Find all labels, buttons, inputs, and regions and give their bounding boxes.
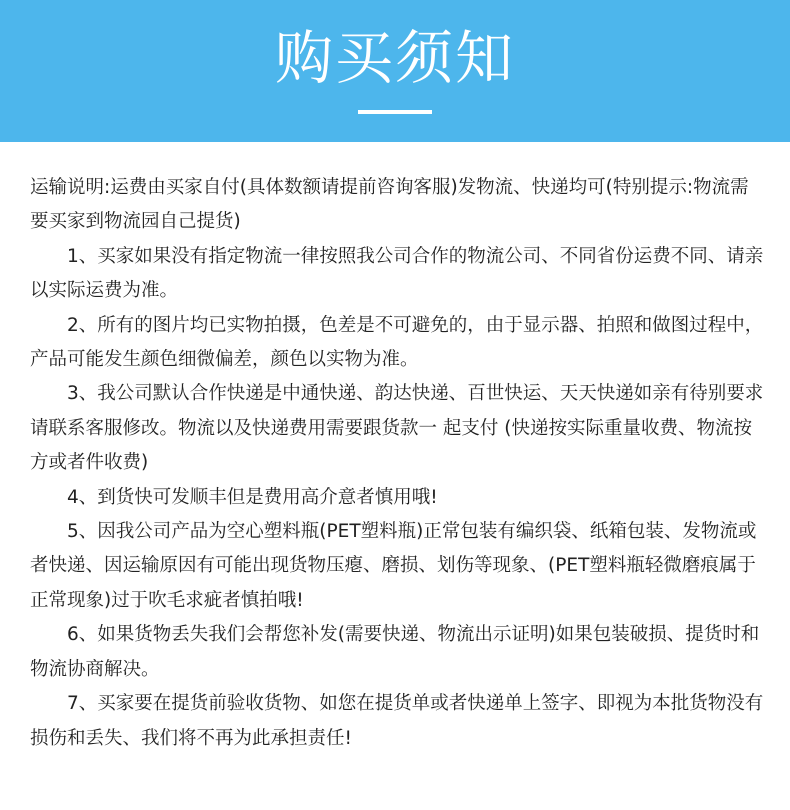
notice-item-1: 1、买家如果没有指定物流一律按照我公司合作的物流公司、不同省份运费不同、请亲以实际运费为准。	[30, 245, 764, 302]
notice-item-4: 4、到货快可发顺丰但是费用高介意者慎用哦!	[67, 486, 438, 508]
title-underline	[358, 110, 432, 114]
notice-item-3: 3、我公司默认合作快递是中通快递、韵达快递、百世快运、天天快递如亲有待别要求请联系客服修改。物流以及快递费用需要跟货款一 起支付 (快递按实际重量收费、物流按方或者件收费)	[30, 383, 764, 474]
notice-item-6: 6、如果货物丢失我们会帮您补发(需要快递、物流出示证明)如果包装破损、提货时和物流协商解决。	[30, 624, 760, 680]
page-title: 购买须知	[274, 24, 515, 92]
shipping-intro: 运输说明:运费由买家自付(具体数额请提前咨询客服)发物流、快递均可(特别提示:物流需要买家到物流园自己提货)	[30, 177, 749, 233]
notice-item-2: 2、所有的图片均已实物拍摄，色差是不可避免的，由于显示器、拍照和做图过程中，产品可能发生颜色细微偏差，颜色以实物为准。	[30, 314, 764, 371]
notice-item-7: 7、买家要在提货前验收货物、如您在提货单或者快递单上签字、即视为本批货物没有损伤和丢失、我们将不再为此承担责任!	[30, 693, 764, 749]
notice-item-5: 5、因我公司产品为空心塑料瓶(PET塑料瓶)正常包装有编织袋、纸箱包装、发物流或者快递、因运输原因有可能出现货物压瘪、磨损、划伤等现象、(PET塑料瓶轻微磨痕属于正常现象)过于吹毛求疵者慎拍哦!	[30, 521, 757, 611]
notice-content	[30, 171, 765, 756]
header-banner	[0, 0, 790, 142]
